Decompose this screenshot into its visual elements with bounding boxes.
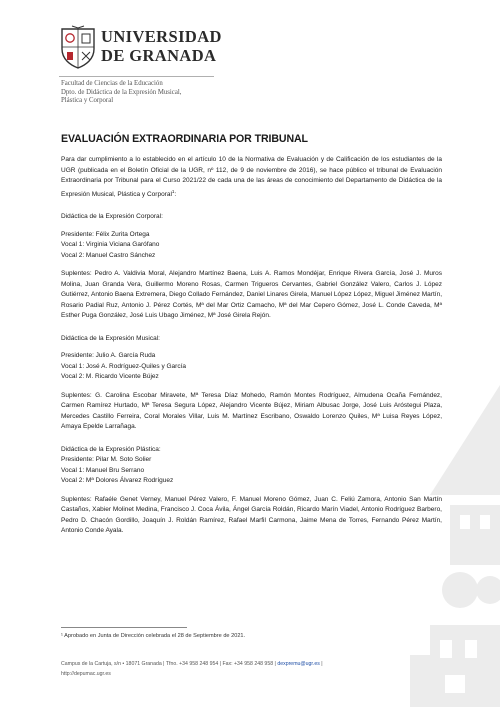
suplentes-plastica: Suplentes: Rafaéle Genet Verney, Manuel Pérez Valero, F. Manuel Moreno Gómez, Juan C. Feliú Zamora, Antonio San Martín Castaños, Xabier Molinet Medina, Francisco J. Coca Ávila, Ángel García Roldán, Ricardo Marín Viadel, Antonio Rodríguez Barbero, Pedro D. Chacón Gordillo, Joaquín J. Roldán Ramírez, Rafael Marfil Carmona, Jaime Mena de Torres, Fernando Pérez Martín, Antonio Conde Ayala. (61, 495, 442, 535)
member-presidente: Presidente: Julio A. García Ruda (61, 352, 156, 360)
footer-separator: | (161, 661, 166, 667)
footnote-divider (61, 627, 187, 628)
footnote: ¹ Aprobado en Junta de Dirección celebrada el 28 de Septiembre de 2021. (61, 633, 246, 639)
department-name-line1: Dpto. de Didáctica de la Expresión Musical, (61, 88, 182, 96)
department-name-line2: Plástica y Corporal (61, 97, 114, 105)
member-presidente: Presidente: Pilar M. Soto Solier (61, 456, 152, 464)
university-name (101, 27, 222, 65)
footer-separator: | (319, 661, 323, 667)
member-vocal-2: Vocal 2: Manuel Castro Sánchez (61, 251, 156, 259)
section-heading-musical: Didáctica de la Expresión Musical: (61, 334, 160, 342)
university-shield-icon (58, 25, 98, 69)
intro-end: : (174, 190, 177, 198)
member-vocal-2: Vocal 2: M. Ricardo Vicente Bújez (61, 373, 159, 381)
university-name-line1: UNIVERSIDAD (101, 27, 222, 46)
university-name-line2: DE GRANADA (101, 46, 217, 65)
suplentes-corporal: Suplentes: Pedro A. Valdivia Moral, Alejandro Martínez Baena, Luis A. Ramos Mondéjar, Enrique Rivera García, José J. Muros Molina, Juan Granda Vera, Guillermo Moreno Rosas, Carmen Trigueros Cervantes, Gabriel González Valero, Carlos J. López Gutiérrez, Antonio Baena Extremera, Diego Collado Fernández, Daniel Linares Girela, Manuel López López, Miguel Jiménez Martín, Rosario Padial Ruz, Antonio J. Pérez Cortés, Mª del Mar Ortiz Camacho, Mª del Mar Cepero Gómez, José L. Conde Caveda, Mª Esther Puga González, José Luis Ubago Jiménez, Mª José Girela Rejón. (61, 270, 442, 320)
footer-separator: | (218, 661, 223, 667)
tribunal-members-corporal (61, 230, 442, 262)
faculty-name: Facultad de Ciencias de la Educación (61, 80, 163, 87)
document-title: EVALUACIÓN EXTRAORDINARIA POR TRIBUNAL (61, 133, 308, 145)
member-vocal-1: Vocal 1: José A. Rodríguez-Quiles y García (61, 362, 187, 370)
footer-phone: Tfno. +34 958 248 954 (165, 661, 219, 667)
member-vocal-1: Vocal 1: Virginia Viciana Garófano (61, 241, 160, 249)
footer-address: Campus de la Cartuja, s/n • 18071 Granada (61, 661, 162, 667)
university-logo (58, 25, 222, 71)
footer-email-link[interactable]: dexpremu@ugr.es (277, 661, 320, 667)
member-vocal-2: Vocal 2: Mª Dolores Álvarez Rodríguez (61, 477, 174, 485)
suplentes-musical: Suplentes: G. Carolina Escobar Miravete, Mª Teresa Díaz Mohedo, Ramón Montes Rodríguez, Almudena Ocaña Fernández, Carmen Ramírez Hurtado, Mª Teresa Segura López, Alejandro Vicente Bújez, Miriam Albusac Jorge, José Luis Aróstegui Plaza, Mercedes Castillo Ferreira, Coral Morales Villar, Luis M. Martínez Escribano, Oswaldo Lorenzo Quiles, Mª Luisa Reyes López, Amaya Epelde Larrañaga. (61, 391, 442, 431)
member-vocal-1: Vocal 1: Manuel Bru Serrano (61, 466, 145, 474)
tribunal-members-plastica (61, 455, 442, 487)
section-heading-plastica: Didáctica de la Expresión Plástica: (61, 445, 161, 453)
intro-text: Para dar cumplimiento a lo establecido en el artículo 10 de la Normativa de Evaluación y de Calificación de los estudiantes de la UGR (publicada en el Boletín Oficial de la UGR, nº 112, de 9 de noviembre de 2016), se hace público el tribunal de Evaluación Extraordinaria por Tribunal para el Curso 2021/22 de cada una de las áreas de conocimiento del Departamento de Didáctica de la Expresión Musical, Plástica y Corporal (61, 156, 442, 198)
footer-fax: Fax: +34 958 248 958 (222, 661, 274, 667)
member-presidente: Presidente: Félix Zurita Ortega (61, 230, 150, 238)
page-footer (61, 659, 391, 679)
logo-divider (59, 76, 214, 77)
section-heading-corporal: Didáctica de la Expresión Corporal: (61, 213, 163, 221)
footer-web-link[interactable]: http://depumac.ugr.es (61, 671, 111, 677)
footer-separator: | (273, 661, 278, 667)
document-body (61, 155, 442, 549)
department-block (61, 80, 181, 106)
tribunal-members-musical (61, 351, 442, 383)
footnote-reference[interactable]: 1 (171, 188, 175, 194)
intro-paragraph (61, 155, 442, 200)
